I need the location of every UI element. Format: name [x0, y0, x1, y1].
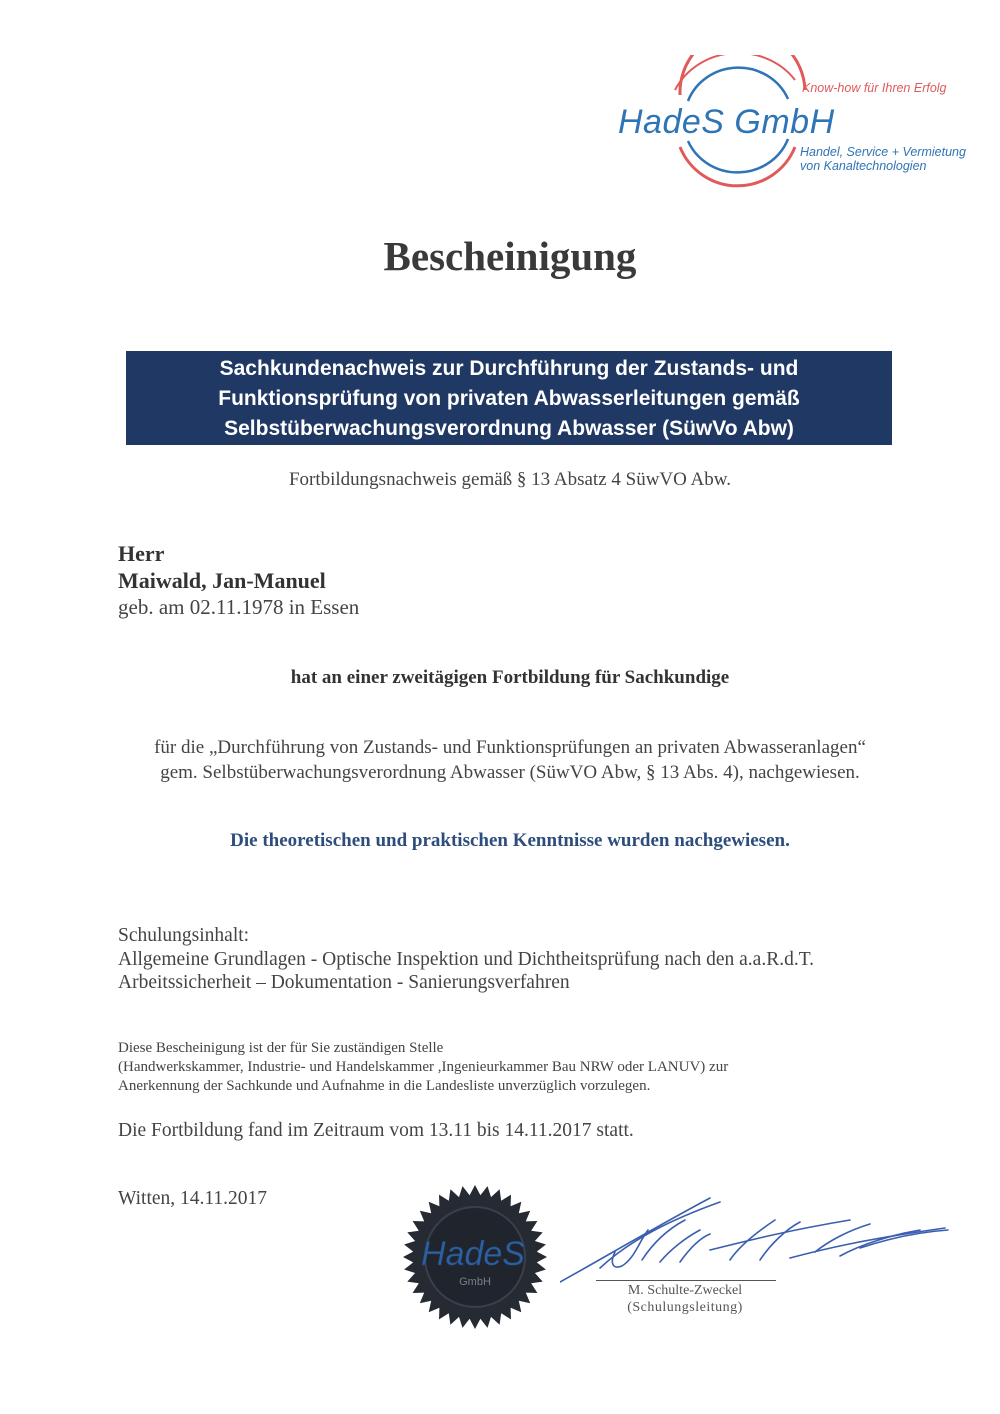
- logo-subtitle: [800, 145, 966, 173]
- result-statement: Die theoretischen und praktischen Kenntnisse wurden nachgewiesen.: [230, 830, 790, 851]
- banner-line: Funktionsprüfung von privaten Abwasserleitungen gemäß: [218, 387, 800, 410]
- attendance-statement: hat an einer zweitägigen Fortbildung für Sachkundige: [290, 667, 730, 688]
- logo-tagline: Know-how für Ihren Erfolg: [802, 81, 947, 95]
- submission-notice: [118, 1039, 728, 1096]
- training-reference: Fortbildungsnachweis gemäß § 13 Absatz 4 SüwVO Abw.: [288, 469, 732, 490]
- svg-text:GmbH: GmbH: [459, 1276, 491, 1288]
- person-name: Maiwald, Jan-Manuel: [118, 568, 326, 593]
- signer-role: (Schulungsleitung): [627, 1300, 743, 1315]
- logo-subtitle-line: von Kanaltechnologien: [800, 159, 927, 173]
- course-content: [118, 924, 814, 995]
- purpose-line: gem. Selbstüberwachungsverordnung Abwasser (SüwVO Abw, § 13 Abs. 4), nachgewiesen.: [160, 762, 860, 783]
- logo-subtitle-line: Handel, Service + Vermietung: [800, 145, 966, 159]
- course-heading: Schulungsinhalt:: [118, 925, 250, 946]
- company-seal: [400, 1182, 550, 1332]
- company-logo: [610, 55, 990, 195]
- banner-line: Sachkundenachweis zur Durchführung der Zustands- und: [219, 357, 799, 380]
- seal-icon: [400, 1182, 550, 1332]
- document-title: Bescheinigung: [383, 233, 637, 279]
- training-period: Die Fortbildung fand im Zeitraum vom 13.11 bis 14.11.2017 statt.: [118, 1120, 634, 1141]
- purpose-text: [0, 735, 1000, 785]
- banner-line: Selbstüberwachungsverordnung Abwasser (SüwVo Abw): [224, 417, 794, 440]
- signer-name: M. Schulte-Zweckel: [627, 1283, 743, 1298]
- person-birth: geb. am 02.11.1978 in Essen: [118, 595, 360, 619]
- signature-line: [596, 1280, 776, 1281]
- logo-name: HadeS GmbH: [618, 103, 835, 141]
- svg-text:HadeS: HadeS: [421, 1235, 525, 1273]
- notice-line: Diese Bescheinigung ist der für Sie zuständigen Stelle: [118, 1040, 444, 1056]
- course-line: Arbeitssicherheit – Dokumentation - Sanierungsverfahren: [118, 972, 570, 993]
- signature-icon: [560, 1190, 950, 1290]
- course-line: Allgemeine Grundlagen - Optische Inspektion und Dichtheitsprüfung nach den a.a.R.d.T.: [118, 948, 815, 970]
- handwritten-signature: [560, 1190, 950, 1290]
- certificate-banner: [126, 351, 892, 445]
- notice-line: (Handwerkskammer, Industrie- und Handelskammer ,Ingenieurkammer Bau NRW oder LANUV) zur: [118, 1059, 729, 1075]
- notice-line: Anerkennung der Sachkunde und Aufnahme in die Landesliste unverzüglich vorzulegen.: [118, 1078, 651, 1094]
- place-date: Witten, 14.11.2017: [118, 1188, 268, 1209]
- purpose-line: für die „Durchführung von Zustands- und Funktionsprüfungen an privaten Abwasseranlagen“: [154, 737, 866, 758]
- person-salutation: Herr: [118, 541, 165, 566]
